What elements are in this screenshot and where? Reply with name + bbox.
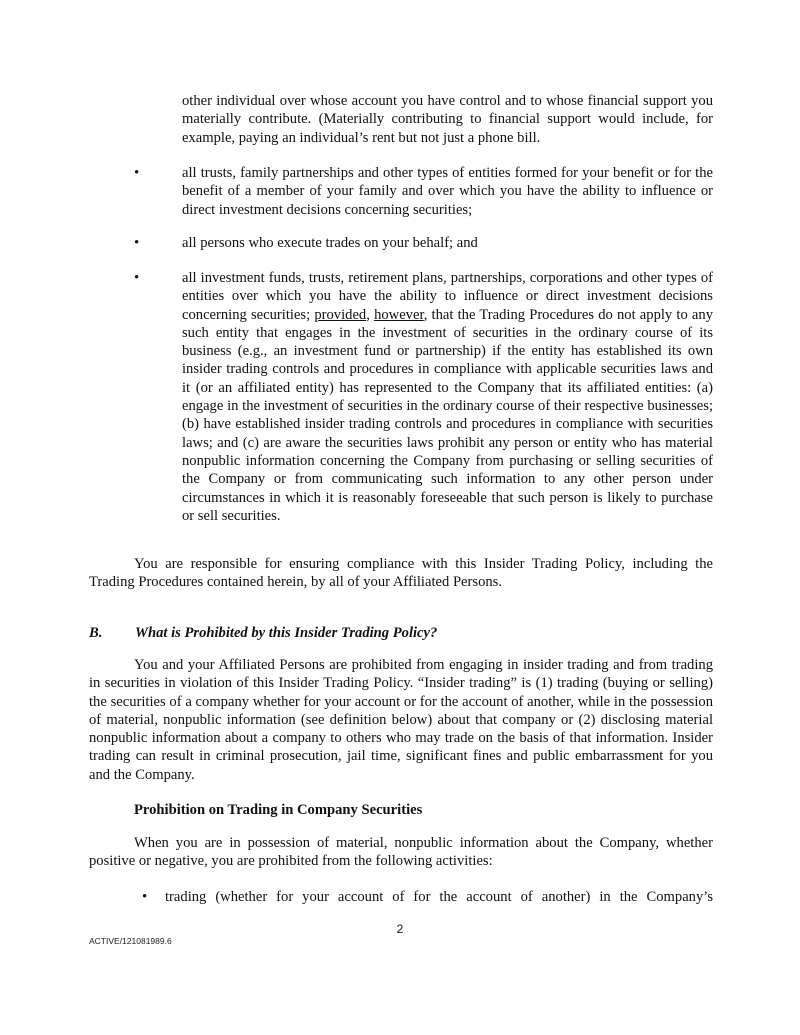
section-title: What is Prohibited by this Insider Trading Policy? (135, 625, 438, 641)
bullet-marker: • (134, 165, 140, 181)
bullet-marker: • (142, 889, 148, 905)
bullet-item-persons: all persons who execute trades on your behalf; and (182, 235, 478, 251)
prohibition-heading: Prohibition on Trading in Company Securities (134, 802, 423, 818)
page-number: 2 (396, 922, 404, 936)
bullet-marker: • (134, 270, 140, 286)
document-footer-id: ACTIVE/121081989.6 (89, 936, 172, 946)
bullet-item-trusts: all trusts, family partnerships and other types of entities formed for your benefit or for the benefit of a member of your family and over which you have the ability to influence or direct investment decisions concerning securities; (182, 165, 713, 218)
section-b-body: You and your Affiliated Persons are prohibited from engaging in insider trading and from trading in securities in violation of this Insider Trading Policy. “Insider trading” is (1) trading (buying or selling) the securities of a company whether for your account or for the account of another, while in the possession of material, nonpublic information (see definition below) about that company or (2) disclosing material nonpublic information about a company to others who may trade on the basis of that information. Insider trading can result in criminal prosecution, jail time, significant fines and public embarrassment for you and the Company. (89, 657, 713, 783)
bullet-item-trading: trading (whether for your account of for the account of another) in the Company’s (165, 889, 713, 905)
bullet-text-end: , that the Trading Procedures do not apply to any such entity that engages in the investment of securities in the ordinary course of its business (e.g., an investment fund or partnership) if the entity has established its own insider trading controls and procedures in compliance with applicable securities laws and it (or an affiliated entity) has represented to the Company that its affiliated entities: (a) engage in the investment of securities in the ordinary course of their respective businesses; (b) have established insider trading controls and procedures in compliance with securities laws; and (c) are aware the securities laws prohibit any person or entity who has material nonpublic information concerning the Company from purchasing or selling securities of the Company or from communicating such information to any other person under circumstances in which it is reasonably foreseeable that such person is likely to purchase or sell securities. (182, 306, 713, 524)
section-b-heading (89, 624, 713, 642)
comma-separator: , (366, 306, 375, 323)
prohibition-body: When you are in possession of material, nonpublic information about the Company, whether positive or negative, you are prohibited from the following activities: (89, 835, 713, 870)
bullet-item-investment-funds (182, 269, 713, 525)
responsibility-paragraph: You are responsible for ensuring compliance with this Insider Trading Policy, including the Trading Procedures contained herein, by all of your Affiliated Persons. (89, 556, 713, 591)
section-letter: B. (89, 625, 103, 641)
bullet-text-start: all investment funds, trusts, retirement plans, partnerships, corporations and other types of entities over which you have the ability to influence or direct investment decisions concerning securities; (182, 270, 713, 323)
underlined-however: however (374, 306, 424, 323)
underlined-provided: provided (314, 306, 367, 323)
bullet-marker: • (134, 235, 140, 251)
continuation-paragraph: other individual over whose account you have control and to whose financial support you materially contribute. (Materially contributing to financial support would include, for example, paying an individual’s rent but not just a phone bill. (182, 93, 713, 146)
